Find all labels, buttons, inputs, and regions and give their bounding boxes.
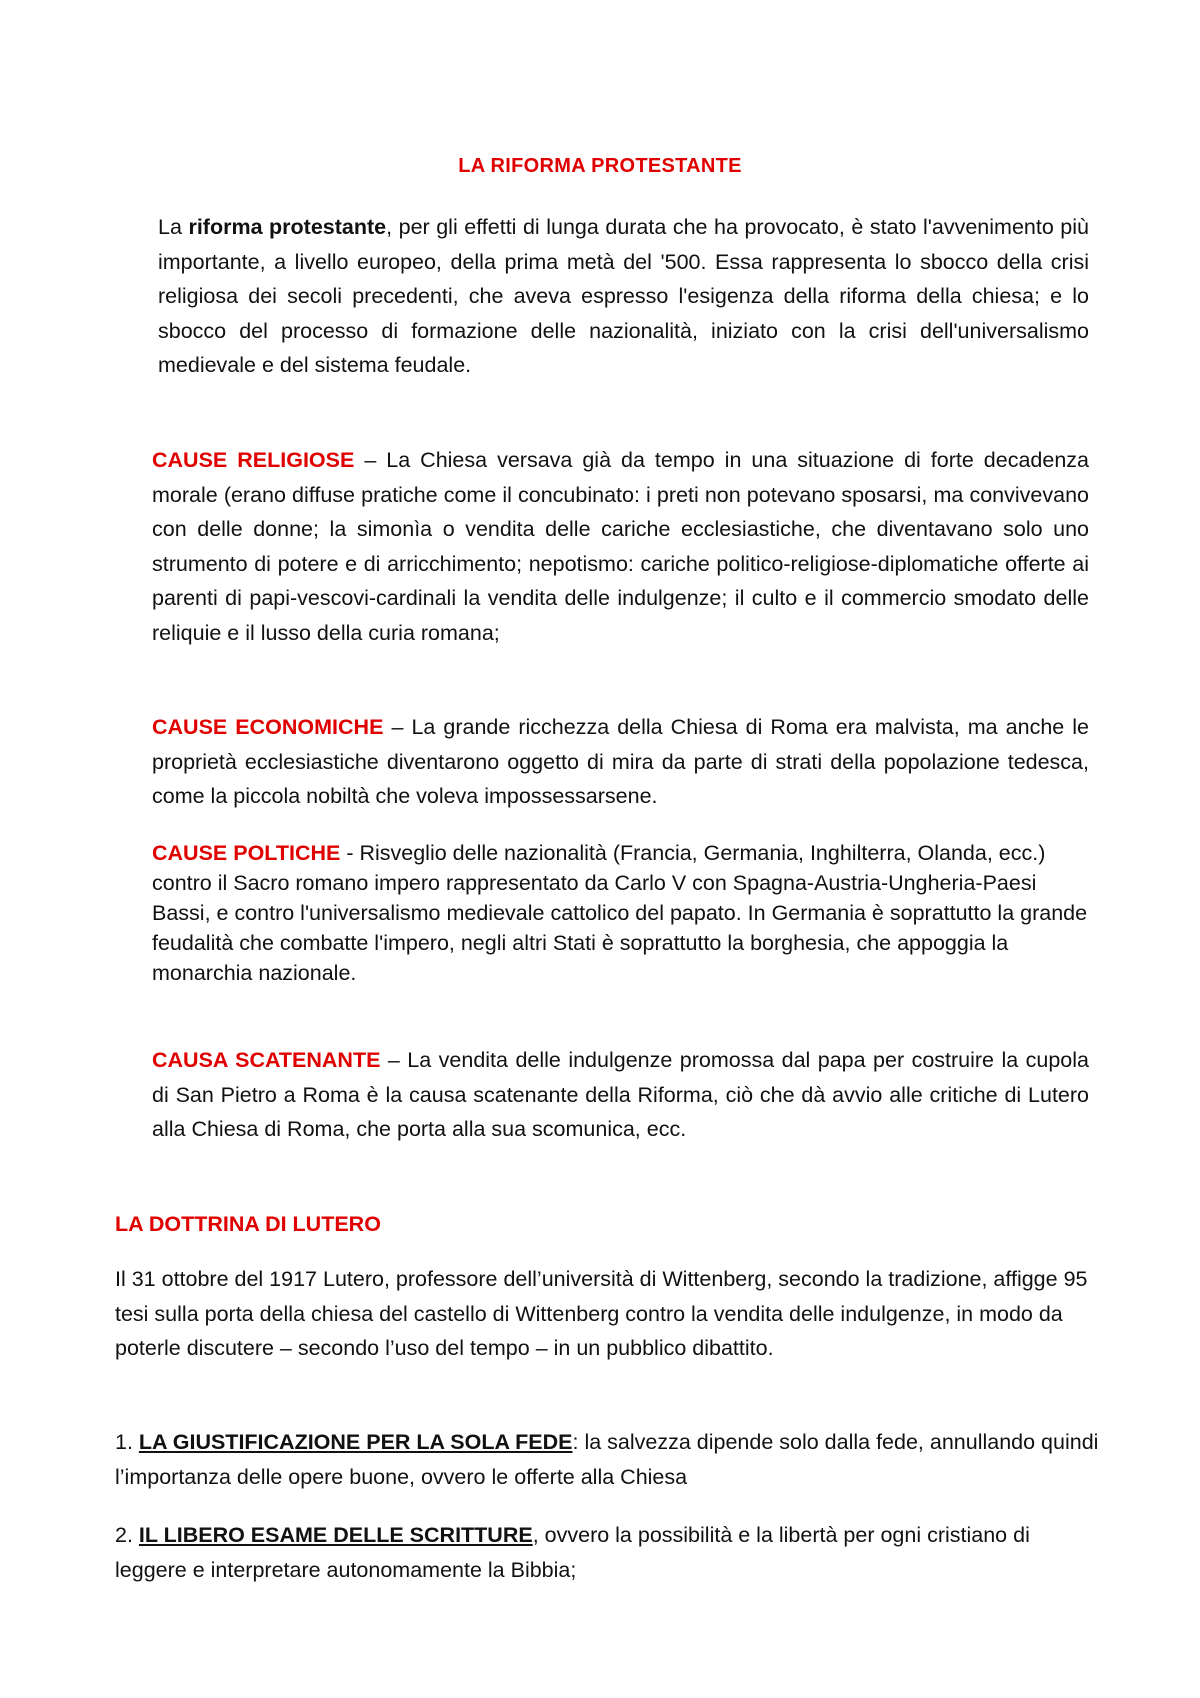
point-label: IL LIBERO ESAME DELLE SCRITTURE: [138, 1523, 533, 1547]
point-number: 2.: [115, 1523, 139, 1547]
dottrina-point-1: [115, 1425, 1105, 1494]
section-cause-politiche: [152, 838, 1089, 988]
intro-text-start: La: [158, 215, 189, 239]
section-label: CAUSE POLTICHE: [152, 841, 341, 865]
point-text: : la salvezza dipende solo dalla fede, annullando quindi l’importanza delle opere buone, ovvero le offerte alla Chiesa: [115, 1430, 1099, 1489]
section-label: CAUSE RELIGIOSE: [152, 448, 355, 472]
intro-paragraph: [158, 210, 1089, 383]
point-text: , ovvero la possibilità e la libertà per ogni cristiano di leggere e interpretare autonomamente la Bibbia;: [115, 1523, 1030, 1582]
section-text: – La vendita delle indulgenze promossa dal papa per costruire la cupola di San Pietro a Roma è la causa scatenante della Riforma, ciò che dà avvio alle critiche di Lutero alla Chiesa di Roma, che porta alla sua scomunica, ecc.: [152, 1048, 1089, 1141]
point-label: LA GIUSTIFICAZIONE PER LA SOLA FEDE: [138, 1430, 573, 1454]
section-text: – La grande ricchezza della Chiesa di Roma era malvista, ma anche le proprietà ecclesiastiche diventarono oggetto di mira da parte di strati della popolazione tedesca, come la piccola nobiltà che voleva impossessarsene.: [152, 715, 1089, 808]
section-cause-religiose: [152, 443, 1089, 650]
section-text: - Risveglio delle nazionalità (Francia, Germania, Inghilterra, Olanda, ecc.) contro il Sacro romano impero rappresentato da Carlo V con Spagna-Austria-Ungheria-Paesi Bassi, e contro l'universalismo medievale cattolico del papato. In Germania è soprattutto la grande feudalità che combatte l'impero, negli altri Stati è soprattutto la borghesia, che appoggia la monarchia nazionale.: [152, 841, 1088, 985]
document-title: LA RIFORMA PROTESTANTE: [458, 155, 742, 177]
section-causa-scatenante: [152, 1043, 1089, 1147]
dottrina-point-2: [115, 1518, 1105, 1587]
section-label: CAUSA SCATENANTE: [152, 1048, 381, 1072]
section-label: CAUSE ECONOMICHE: [152, 715, 384, 739]
section-text: – La Chiesa versava già da tempo in una situazione di forte decadenza morale (erano diffuse pratiche come il concubinato: i preti non potevano sposarsi, ma convivevano con delle donne; la simonìa o vendita delle cariche ecclesiastiche, che diventavano solo uno strumento di potere e di arricchimento; nepotismo: cariche politico-religiose-diplomatiche offerte ai parenti di papi-vescovi-cardinali la vendita delle indulgenze; il culto e il commercio smodato delle reliquie e il lusso della curia romana;: [152, 448, 1089, 645]
dottrina-paragraph: Il 31 ottobre del 1917 Lutero, professore dell’università di Wittenberg, secondo la tradizione, affigge 95 tesi sulla porta della chiesa del castello di Wittenberg contro la vendita delle indulgenze, in modo da poterle discutere – secondo l’uso del tempo – in un pubblico dibattito.: [115, 1267, 1088, 1360]
section-cause-economiche: [152, 710, 1089, 814]
intro-text-rest: , per gli effetti di lunga durata che ha provocato, è stato l'avvenimento più importante, a livello europeo, della prima metà del '500. Essa rappresenta lo sbocco della crisi religiosa dei secoli precedenti, che aveva espresso l'esigenza della riforma della chiesa; e lo sbocco del processo di formazione delle nazionalità, iniziato con la crisi dell'universalismo medievale e del sistema feudale.: [158, 215, 1090, 377]
point-number: 1.: [115, 1430, 139, 1454]
intro-bold-term: riforma protestante: [188, 215, 387, 239]
dottrina-heading: LA DOTTRINA DI LUTERO: [115, 1212, 381, 1236]
